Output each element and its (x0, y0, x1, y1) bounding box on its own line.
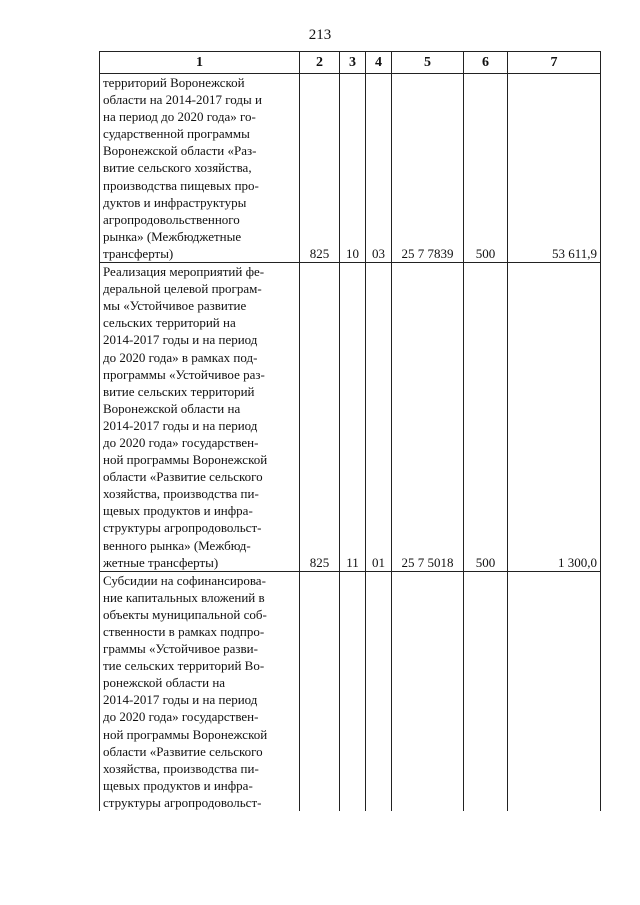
cell-subsection: 01 (366, 263, 392, 572)
description-line: ронежской области на (103, 675, 226, 691)
column-header-1: 1 (100, 52, 300, 74)
table-row (100, 571, 601, 811)
cell-subsection (366, 571, 392, 811)
description-line: объекты муниципальной соб- (103, 606, 267, 622)
column-header-4: 4 (366, 52, 392, 74)
description-line: деральной целевой програм- (103, 281, 262, 297)
description-line: до 2020 года» государствен- (103, 434, 259, 450)
description-line: витие сельских территорий (103, 383, 255, 399)
description-line: трансферты) (103, 245, 174, 261)
description-line: до 2020 года» в рамках под- (103, 349, 258, 365)
description-line: территорий Воронежской (103, 75, 245, 90)
description-line: сельских территорий на (103, 315, 236, 331)
description-line: рынка» (Межбюджетные (103, 228, 242, 244)
description-line: 2014-2017 годы и на период (103, 332, 258, 348)
description-line: хозяйства, производства пи- (103, 486, 259, 502)
description-line: щевых продуктов и инфра- (103, 777, 253, 793)
description-line: 2014-2017 годы и на период (103, 692, 258, 708)
description-line: ственности в рамках подпро- (103, 624, 265, 639)
description-line: дуктов и инфраструктуры (103, 194, 247, 210)
row-description (100, 263, 300, 572)
cell-admin-code (300, 571, 340, 811)
description-line: Субсидии на софинансирова- (103, 572, 266, 588)
description-line: венного рынка» (Межбюд- (103, 537, 251, 553)
column-header-6: 6 (464, 52, 508, 74)
column-header-5: 5 (392, 52, 464, 74)
description-line: производства пищевых про- (103, 177, 259, 193)
description-line: агропродовольственного (103, 211, 240, 227)
description-line: программы «Устойчивое раз- (103, 366, 265, 382)
description-line: до 2020 года» государствен- (103, 709, 259, 725)
cell-amount (508, 571, 601, 811)
cell-amount: 53 611,9 (508, 74, 601, 263)
description-line: 2014-2017 годы и на период (103, 417, 258, 433)
cell-admin-code: 825 (300, 263, 340, 572)
description-line: на период до 2020 года» го- (103, 109, 256, 125)
cell-amount: 1 300,0 (508, 263, 601, 572)
description-line: сударственной программы (103, 126, 250, 142)
cell-section: 11 (340, 263, 366, 572)
cell-expense-type: 500 (464, 263, 508, 572)
cell-subsection: 03 (366, 74, 392, 263)
description-line: ной программы Воронежской (103, 452, 268, 468)
description-line: тие сельских территорий Во- (103, 658, 265, 674)
column-header-2: 2 (300, 52, 340, 74)
cell-target-article: 25 7 7839 (392, 74, 464, 263)
column-header-7: 7 (508, 52, 601, 74)
description-line: Воронежской области «Раз- (103, 143, 257, 159)
table-header-row (100, 52, 601, 74)
description-line: щевых продуктов и инфра- (103, 503, 253, 519)
budget-table (99, 51, 601, 811)
column-header-3: 3 (340, 52, 366, 74)
row-description (100, 571, 300, 811)
cell-target-article (392, 571, 464, 811)
description-line: области на 2014-2017 годы и (103, 92, 262, 108)
description-line: структуры агропродовольст- (103, 794, 262, 810)
cell-section (340, 571, 366, 811)
cell-admin-code: 825 (300, 74, 340, 263)
description-line: граммы «Устойчивое разви- (103, 641, 258, 657)
description-line: Реализация мероприятий фе- (103, 264, 265, 280)
table-row (100, 74, 601, 263)
description-line: области «Развитие сельского (103, 743, 263, 759)
page-number: 213 (308, 27, 332, 43)
table-row (100, 263, 601, 572)
description-line: хозяйства, производства пи- (103, 760, 259, 776)
cell-section: 10 (340, 74, 366, 263)
description-line: мы «Устойчивое развитие (103, 298, 247, 314)
cell-expense-type: 500 (464, 74, 508, 263)
description-line: структуры агропродовольст- (103, 520, 262, 536)
description-line: витие сельского хозяйства, (103, 160, 252, 176)
description-line: ной программы Воронежской (103, 726, 268, 742)
row-description (100, 74, 300, 263)
description-line: жетные трансферты) (103, 554, 219, 570)
cell-target-article: 25 7 5018 (392, 263, 464, 572)
cell-expense-type (464, 571, 508, 811)
description-line: ние капитальных вложений в (103, 589, 265, 605)
description-line: области «Развитие сельского (103, 469, 263, 485)
description-line: Воронежской области на (103, 400, 241, 416)
